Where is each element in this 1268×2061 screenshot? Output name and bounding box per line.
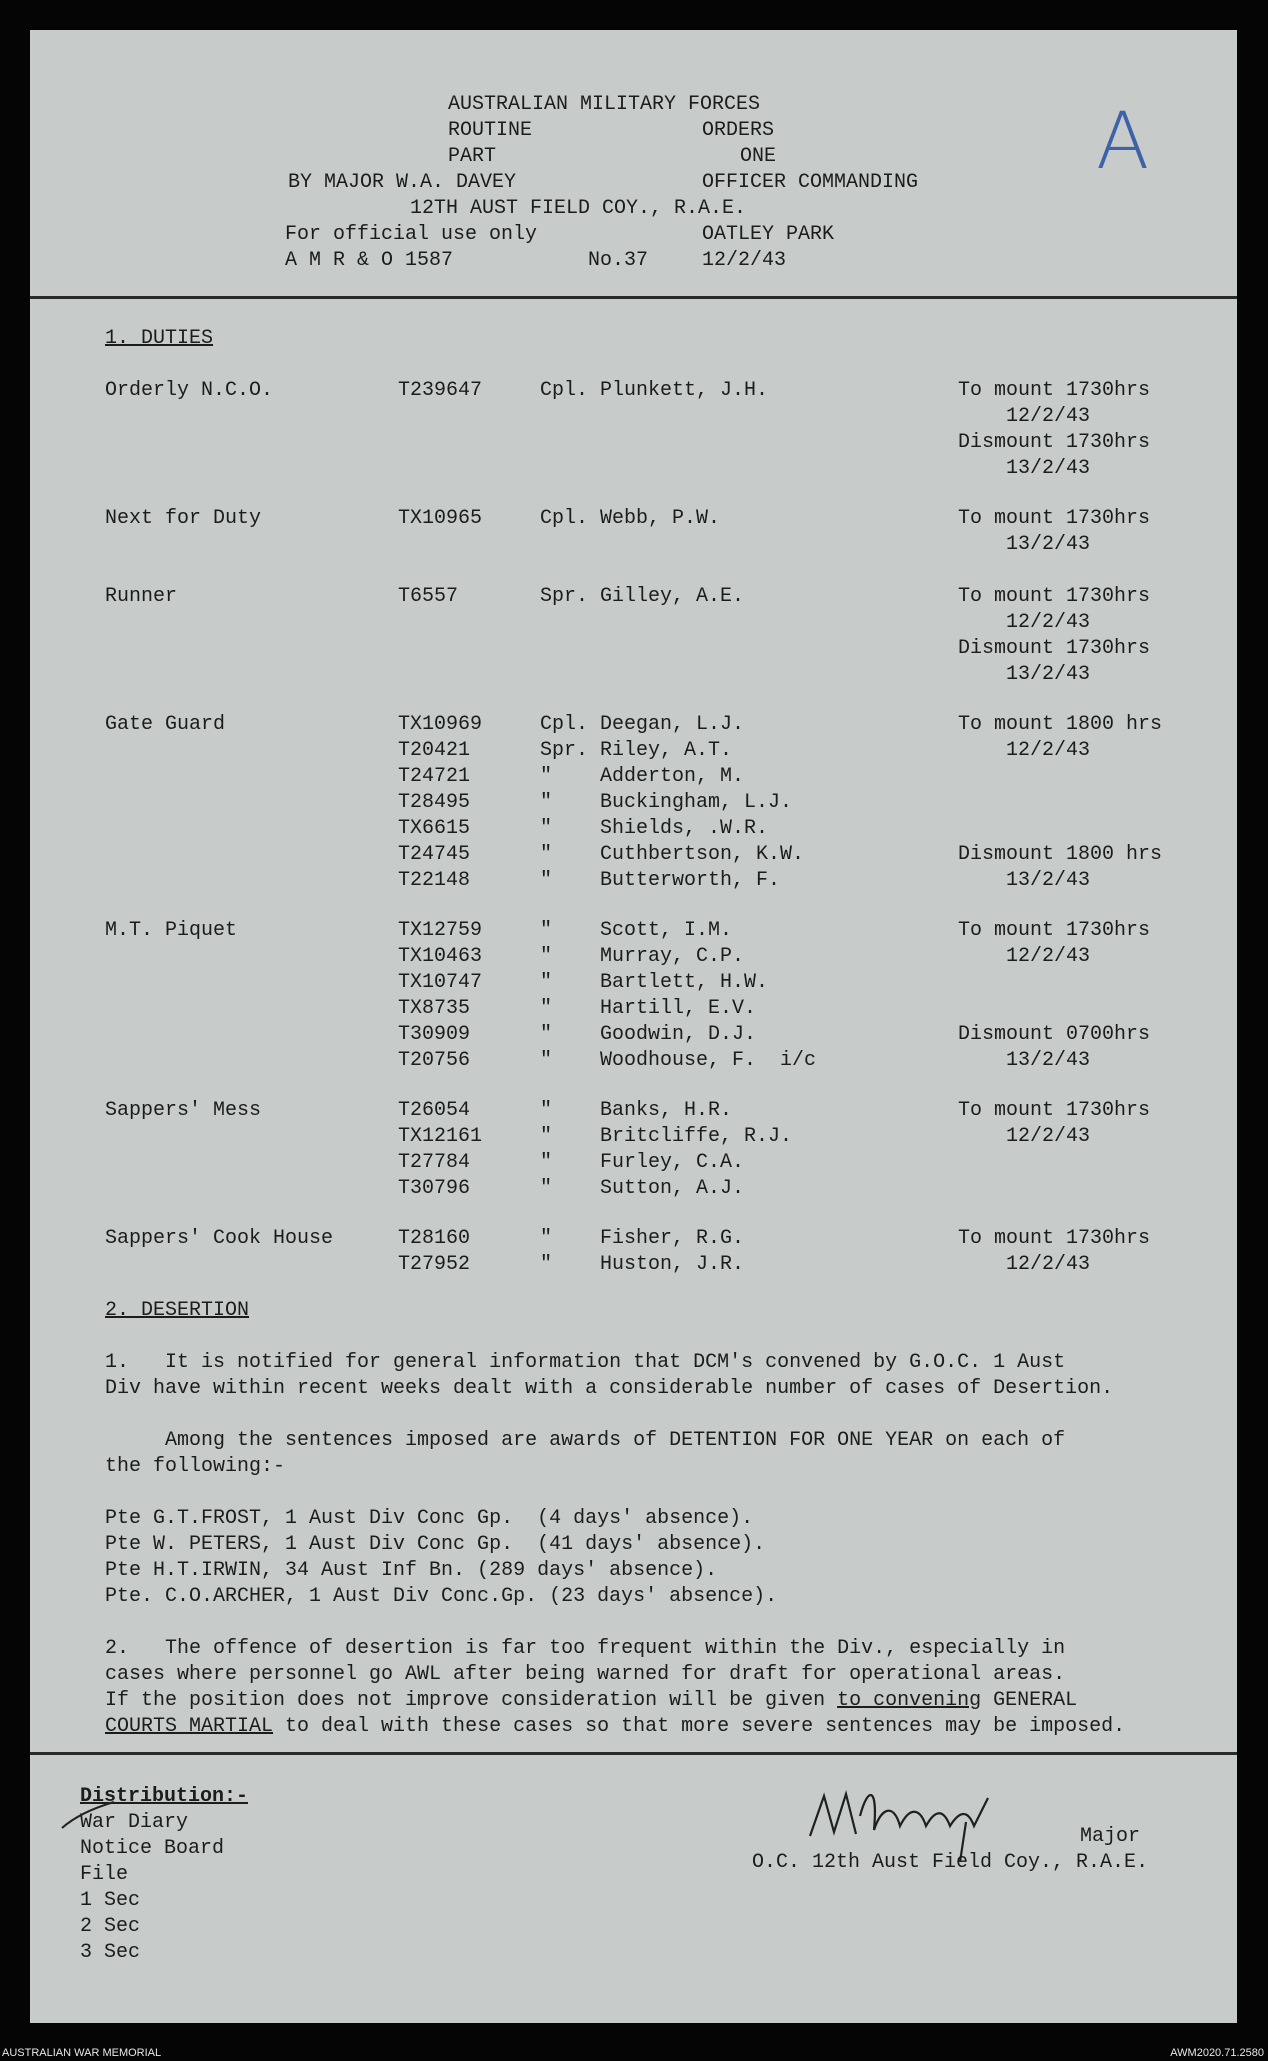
duty-no: TX10965 bbox=[398, 507, 483, 530]
duty-name: Plunkett, J.H. bbox=[600, 379, 769, 402]
paragraph-line: the following:- bbox=[105, 1455, 286, 1478]
duty-no: TX12759 bbox=[398, 919, 483, 942]
duty-rank: " bbox=[540, 765, 553, 788]
section-duties-heading: 1. DUTIES bbox=[105, 327, 214, 350]
duty-rank: " bbox=[540, 919, 553, 942]
duty-name: Furley, C.A. bbox=[600, 1151, 745, 1174]
underlined-text: to convening bbox=[837, 1689, 982, 1712]
duty-rank: " bbox=[540, 869, 553, 892]
duty-name: Buckingham, L.J. bbox=[600, 791, 793, 814]
duty-no: TX8735 bbox=[398, 997, 471, 1020]
duty-rank: " bbox=[540, 1125, 553, 1148]
duty-time: 12/2/43 bbox=[1006, 1253, 1091, 1276]
duty-no: T20421 bbox=[398, 739, 471, 762]
distribution-item: 1 Sec bbox=[80, 1889, 141, 1912]
duty-time: 13/2/43 bbox=[1006, 1049, 1091, 1072]
duty-rank: " bbox=[540, 971, 553, 994]
duty-name: Bartlett, H.W. bbox=[600, 971, 769, 994]
header-official: For official use only bbox=[285, 223, 538, 246]
duty-time: 13/2/43 bbox=[1006, 869, 1091, 892]
duty-no: TX10969 bbox=[398, 713, 483, 736]
duty-time: To mount 1730hrs bbox=[958, 507, 1151, 530]
duty-name: Scott, I.M. bbox=[600, 919, 733, 942]
duty-time: To mount 1800 hrs bbox=[958, 713, 1163, 736]
text-run: If the position does not improve consideration will be given bbox=[105, 1689, 838, 1712]
paragraph-line bbox=[105, 1714, 1125, 1740]
sentence-item: Pte H.T.IRWIN, 34 Aust Inf Bn. (289 days' absence). bbox=[105, 1559, 718, 1582]
header-location: OATLEY PARK bbox=[702, 223, 835, 246]
duty-no: T30909 bbox=[398, 1023, 471, 1046]
duty-rank: " bbox=[540, 1023, 553, 1046]
header-one: ONE bbox=[740, 145, 777, 168]
distribution-item: File bbox=[80, 1863, 129, 1886]
sentence-item: Pte W. PETERS, 1 Aust Div Conc Gp. (41 days' absence). bbox=[105, 1533, 766, 1556]
sentence-item: Pte. C.O.ARCHER, 1 Aust Div Conc.Gp. (23 days' absence). bbox=[105, 1585, 778, 1608]
duty-time: 12/2/43 bbox=[1006, 405, 1091, 428]
header-by-major: BY MAJOR W.A. DAVEY bbox=[288, 171, 517, 194]
duty-time: Dismount 1730hrs bbox=[958, 431, 1151, 454]
duty-role: Sappers' Mess bbox=[105, 1099, 262, 1122]
footer-left: AUSTRALIAN WAR MEMORIAL bbox=[2, 2047, 162, 2059]
header-orders: ORDERS bbox=[702, 119, 775, 142]
duty-no: T28495 bbox=[398, 791, 471, 814]
duty-no: TX10747 bbox=[398, 971, 483, 994]
duty-name: Banks, H.R. bbox=[600, 1099, 733, 1122]
duty-no: T26054 bbox=[398, 1099, 471, 1122]
duty-time: Dismount 0700hrs bbox=[958, 1023, 1151, 1046]
sentence-item: Pte G.T.FROST, 1 Aust Div Conc Gp. (4 days' absence). bbox=[105, 1507, 754, 1530]
duty-rank: " bbox=[540, 1227, 553, 1250]
duty-time: 13/2/43 bbox=[1006, 457, 1091, 480]
distribution-heading: Distribution:- bbox=[80, 1785, 249, 1808]
paragraph-line: 1. It is notified for general information that DCM's convened by G.O.C. 1 Aust bbox=[105, 1351, 1066, 1374]
header-date: 12/2/43 bbox=[702, 249, 787, 272]
duty-rank: " bbox=[540, 1099, 553, 1122]
duty-no: T22148 bbox=[398, 869, 471, 892]
duty-name: Cuthbertson, K.W. bbox=[600, 843, 805, 866]
duty-name: Woodhouse, F. i/c bbox=[600, 1049, 817, 1072]
duty-time: To mount 1730hrs bbox=[958, 379, 1151, 402]
duty-no: T239647 bbox=[398, 379, 483, 402]
duty-rank: " bbox=[540, 843, 553, 866]
duty-role: Sappers' Cook House bbox=[105, 1227, 334, 1250]
duty-role: Runner bbox=[105, 585, 178, 608]
distribution-item: 3 Sec bbox=[80, 1941, 141, 1964]
duty-name: Butterworth, F. bbox=[600, 869, 781, 892]
paragraph-line: 2. The offence of desertion is far too frequent within the Div., especially in bbox=[105, 1637, 1066, 1660]
header-number: No.37 bbox=[588, 249, 649, 272]
duty-name: Fisher, R.G. bbox=[600, 1227, 745, 1250]
duty-rank: Cpl. bbox=[540, 713, 589, 736]
distribution-item: 2 Sec bbox=[80, 1915, 141, 1938]
duty-rank: " bbox=[540, 791, 553, 814]
distribution-item: Notice Board bbox=[80, 1837, 225, 1860]
duty-no: T20756 bbox=[398, 1049, 471, 1072]
duty-name: Huston, J.R. bbox=[600, 1253, 745, 1276]
duty-rank: Cpl. bbox=[540, 507, 589, 530]
divider bbox=[30, 1752, 1237, 1755]
duty-name: Murray, C.P. bbox=[600, 945, 745, 968]
duty-rank: Spr. bbox=[540, 739, 589, 762]
duty-rank: Cpl. bbox=[540, 379, 589, 402]
underlined-text: COURTS MARTIAL bbox=[105, 1715, 274, 1738]
paragraph-line: cases where personnel go AWL after being warned for draft for operational areas. bbox=[105, 1663, 1066, 1686]
duty-no: TX12161 bbox=[398, 1125, 483, 1148]
header-part: PART bbox=[448, 145, 497, 168]
text-run: to deal with these cases so that more severe sentences may be imposed. bbox=[273, 1715, 1126, 1738]
divider bbox=[30, 296, 1237, 299]
duty-no: T24745 bbox=[398, 843, 471, 866]
duty-name: Britcliffe, R.J. bbox=[600, 1125, 793, 1148]
text-run: GENERAL bbox=[981, 1689, 1078, 1712]
duty-no: T6557 bbox=[398, 585, 459, 608]
duty-time: To mount 1730hrs bbox=[958, 1227, 1151, 1250]
duty-time: Dismount 1800 hrs bbox=[958, 843, 1163, 866]
distribution-item: War Diary bbox=[80, 1811, 189, 1834]
duty-time: 12/2/43 bbox=[1006, 739, 1091, 762]
duty-time: Dismount 1730hrs bbox=[958, 637, 1151, 660]
duty-rank: " bbox=[540, 1253, 553, 1276]
duty-no: T30796 bbox=[398, 1177, 471, 1200]
duty-name: Goodwin, D.J. bbox=[600, 1023, 757, 1046]
duty-rank: " bbox=[540, 1151, 553, 1174]
paragraph-line: Among the sentences imposed are awards of DETENTION FOR ONE YEAR on each of bbox=[105, 1429, 1066, 1452]
paragraph-line: Div have within recent weeks dealt with a considerable number of cases of Desertion. bbox=[105, 1377, 1114, 1400]
duty-name: Deegan, L.J. bbox=[600, 713, 745, 736]
duty-rank: " bbox=[540, 1049, 553, 1072]
section-desertion-heading: 2. DESERTION bbox=[105, 1299, 250, 1322]
duty-time: 13/2/43 bbox=[1006, 663, 1091, 686]
duty-no: TX10463 bbox=[398, 945, 483, 968]
signature-title: O.C. 12th Aust Field Coy., R.A.E. bbox=[752, 1851, 1149, 1874]
duty-name: Riley, A.T. bbox=[600, 739, 733, 762]
duty-time: To mount 1730hrs bbox=[958, 919, 1151, 942]
header-unit: 12TH AUST FIELD COY., R.A.E. bbox=[410, 197, 747, 220]
footer-right: AWM2020.71.2580 bbox=[1170, 2047, 1264, 2059]
duty-name: Gilley, A.E. bbox=[600, 585, 745, 608]
header-amr: A M R & O 1587 bbox=[285, 249, 454, 272]
pen-mark-icon bbox=[58, 1798, 118, 1834]
duty-no: T24721 bbox=[398, 765, 471, 788]
document-page bbox=[30, 30, 1237, 2023]
header-officer-commanding: OFFICER COMMANDING bbox=[702, 171, 919, 194]
duty-time: 12/2/43 bbox=[1006, 945, 1091, 968]
duty-name: Webb, P.W. bbox=[600, 507, 721, 530]
duty-rank: Spr. bbox=[540, 585, 589, 608]
duty-time: To mount 1730hrs bbox=[958, 585, 1151, 608]
signature-rank: Major bbox=[1080, 1825, 1141, 1848]
duty-rank: " bbox=[540, 817, 553, 840]
duty-rank: " bbox=[540, 1177, 553, 1200]
handwritten-a-mark: A bbox=[1096, 97, 1150, 187]
duty-role: Orderly N.C.O. bbox=[105, 379, 274, 402]
duty-time: 12/2/43 bbox=[1006, 611, 1091, 634]
duty-role: M.T. Piquet bbox=[105, 919, 238, 942]
duty-no: T27952 bbox=[398, 1253, 471, 1276]
paragraph-line bbox=[105, 1688, 1077, 1714]
duty-no: T28160 bbox=[398, 1227, 471, 1250]
duty-role: Next for Duty bbox=[105, 507, 262, 530]
duty-name: Shields, .W.R. bbox=[600, 817, 769, 840]
duty-no: T27784 bbox=[398, 1151, 471, 1174]
duty-no: TX6615 bbox=[398, 817, 471, 840]
duty-name: Sutton, A.J. bbox=[600, 1177, 745, 1200]
duty-name: Hartill, E.V. bbox=[600, 997, 757, 1020]
header-routine: ROUTINE bbox=[448, 119, 533, 142]
duty-rank: " bbox=[540, 997, 553, 1020]
duty-time: 13/2/43 bbox=[1006, 533, 1091, 556]
duty-role: Gate Guard bbox=[105, 713, 226, 736]
duty-rank: " bbox=[540, 945, 553, 968]
duty-time: 12/2/43 bbox=[1006, 1125, 1091, 1148]
duty-time: To mount 1730hrs bbox=[958, 1099, 1151, 1122]
duty-name: Adderton, M. bbox=[600, 765, 745, 788]
header-title: AUSTRALIAN MILITARY FORCES bbox=[448, 93, 761, 116]
